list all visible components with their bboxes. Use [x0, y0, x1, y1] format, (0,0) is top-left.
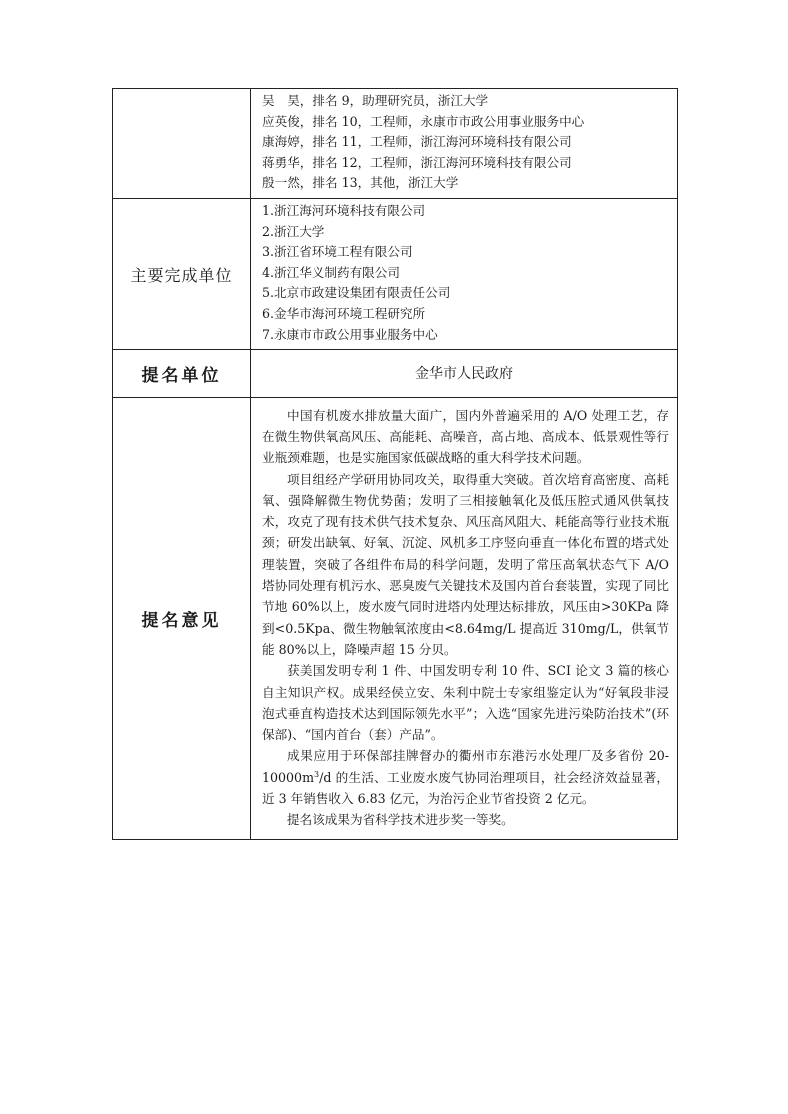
unit-item: 4.浙江华义制药有限公司: [262, 264, 400, 280]
unit-item: 6.金华市海河环境工程研究所: [262, 305, 426, 321]
unit-item: 5.北京市政建设集团有限责任公司: [262, 285, 451, 301]
units-label: 主要完成单位: [113, 198, 251, 349]
unit-item: 2.浙江大学: [262, 223, 325, 239]
people-line: 康海婷，排名 11，工程师，浙江海河环境科技有限公司: [262, 134, 572, 150]
people-line: 应英俊，排名 10，工程师，永康市市政公用事业服务中心: [262, 113, 585, 129]
units-row: [113, 198, 678, 349]
opinion-paragraph: 获美国发明专利 1 件、中国发明专利 10 件、SCI 论文 3 篇的核心自主知识产权。成果经侯立安、朱利中院士专家组鉴定认为“好氧段非浸泡式垂直构造技术达到国际领先水平”；入选“国家先进污染防治技术”(环保部)、“国内首台（套）产品”。: [262, 663, 669, 743]
opinion-paragraph: 中国有机废水排放量大面广，国内外普遍采用的 A/O 处理工艺，存在微生物供氧高风压、高能耗、高噪音，高占地、高成本、低景观性等行业瓶颈难题，也是实施国家低碳战略的重大科学技术问题。: [262, 407, 669, 466]
opinion-paragraph: 项目组经产学研用协同攻关，取得重大突破。首次培育高密度、高耗氧、强降解微生物优势菌；发明了三相接触氧化及低压腔式通风供氧技术，攻克了现有技术供气技术复杂、风压高风阻大、耗能高等行业技术瓶颈；研发出缺氧、好氧、沉淀、风机多工序竖向垂直一体化布置的塔式处理装置，突破了各组件布局的科学问题，发明了常压高氧状态气下 A/O 塔协同处理有机污水、恶臭废气关键技术及国内首台套装置，实现了同比节地 60%以上，废水废气同时进塔内处理达标排放，风压由>30KPa 降到<0.5Kpa、微生物触氧浓度由<8.64mg/L 提高近 310mg/L，供氧节能 80%以上，降噪声超 15 分贝。: [262, 471, 669, 657]
people-list: [251, 89, 678, 199]
people-line: 吴 昊，排名 9，助理研究员，浙江大学: [262, 93, 489, 108]
nominator-row: [113, 350, 678, 398]
unit-item: 3.浙江省环境工程有限公司: [262, 244, 413, 260]
opinion-paragraph: 提名该成果为省科学技术进步奖一等奖。: [287, 812, 514, 828]
opinion-paragraph: [262, 745, 669, 809]
people-line: 蒋勇华，排名 12，工程师，浙江海河环境科技有限公司: [262, 154, 572, 170]
opinion-row: [113, 398, 678, 840]
people-row: [113, 89, 678, 199]
unit-item: 1.浙江海河环境科技有限公司: [262, 202, 426, 218]
nominator-value: 金华市人民政府: [251, 350, 678, 398]
nominator-label: 提名单位: [113, 350, 251, 398]
form-table: [112, 88, 678, 840]
opinion-body: [251, 398, 678, 840]
unit-item: 7.永康市市政公用事业服务中心: [262, 326, 438, 342]
units-list: [251, 198, 678, 349]
opinion-label: 提名意见: [113, 398, 251, 840]
opinion-p4-text-rest: /d 的生活、工业废水废气协同治理项目，社会经济效益显著，近 3 年销售收入 6.83 亿元，为治污企业节省投资 2 亿元。: [262, 769, 669, 806]
people-line: 殷一然，排名 13，其他，浙江大学: [262, 175, 459, 191]
people-label-cell: [113, 89, 251, 199]
opinion-p4-text: 成果应用于环保部挂牌督办的衢州市东港污水处理厂及多省份 20-10000m: [262, 748, 669, 785]
cubic-superscript: 3: [314, 769, 320, 779]
